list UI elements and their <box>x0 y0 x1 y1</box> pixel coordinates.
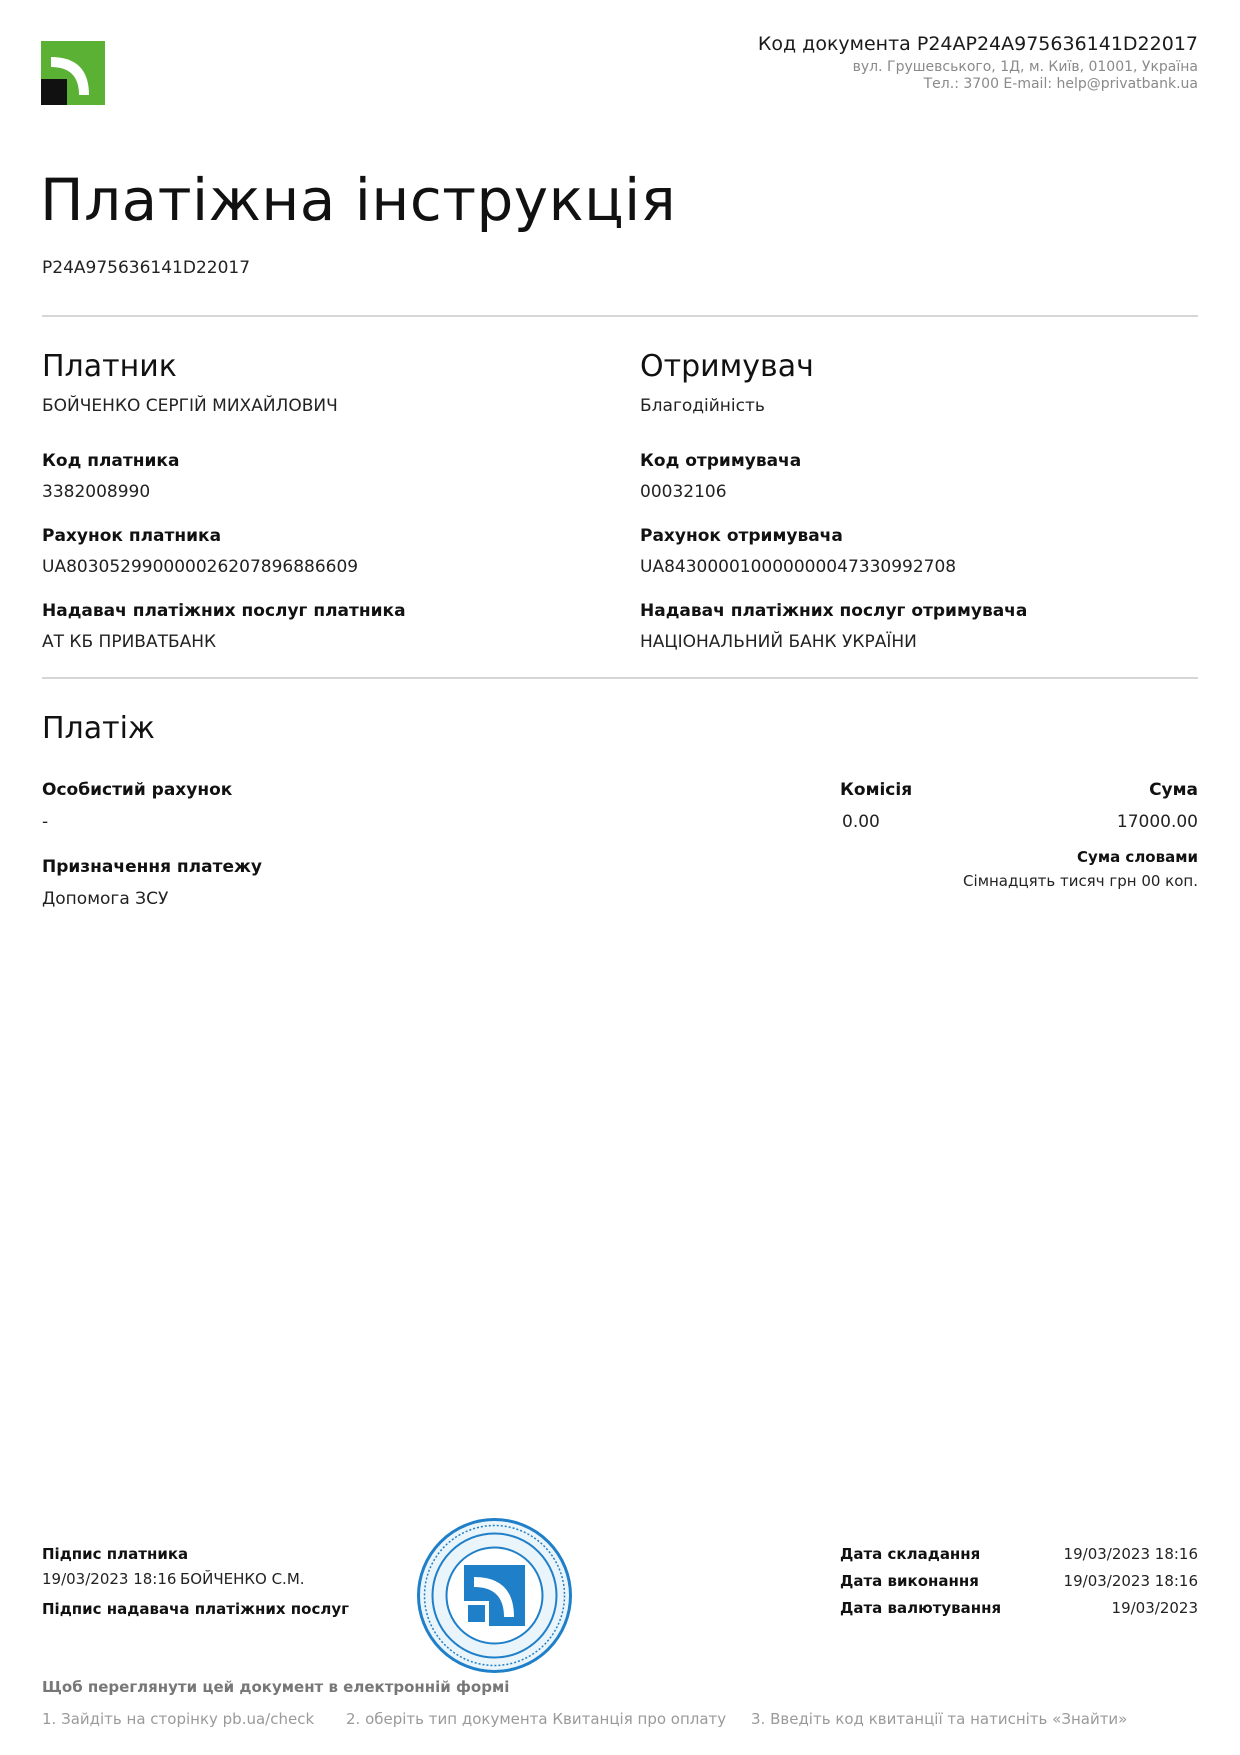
footer-step-1: 1. Зайдіть на сторінку pb.ua/check <box>42 1710 315 1728</box>
payer-account: UA803052990000026207896886609 <box>42 557 359 577</box>
date-value: 19/03/2023 <box>1111 1599 1198 1617</box>
page-title: Платіжна інструкція <box>40 166 677 234</box>
date-value: 19/03/2023 18:16 <box>1063 1572 1198 1590</box>
recipient-name: Благодійність <box>640 396 765 416</box>
footer-step-3: 3. Введіть код квитанції та натисніть «Знайти» <box>751 1710 1128 1728</box>
payer-sign-label: Підпис платника <box>42 1545 189 1563</box>
provider-sign-label: Підпис надавача платіжних послуг <box>42 1600 349 1618</box>
payer-sign-name: БОЙЧЕНКО С.М. <box>180 1570 305 1588</box>
recipient-account-label: Рахунок отримувача <box>640 526 843 546</box>
amount-label: Сума <box>1149 780 1198 800</box>
bank-seal-stamp-icon <box>416 1517 573 1674</box>
recipient-account: UA843000010000000047330992708 <box>640 557 957 577</box>
recipient-code: 00032106 <box>640 482 727 502</box>
amount-value: 17000.00 <box>1116 812 1198 832</box>
payer-account-label: Рахунок платника <box>42 526 222 546</box>
footer-heading: Щоб переглянути цей документ в електронній формі <box>42 1678 510 1696</box>
personal-account-value: - <box>42 812 49 832</box>
date-value: 19/03/2023 18:16 <box>1063 1545 1198 1563</box>
recipient-provider-label: Надавач платіжних послуг отримувача <box>640 601 1028 621</box>
commission-label: Комісія <box>840 780 913 800</box>
date-label: Дата складання <box>840 1545 981 1563</box>
payer-code: 3382008990 <box>42 482 151 502</box>
purpose-label: Призначення платежу <box>42 857 262 877</box>
amount-words-label: Сума словами <box>1077 848 1198 866</box>
payment-heading: Платіж <box>42 711 155 746</box>
recipient-provider: НАЦІОНАЛЬНИЙ БАНК УКРАЇНИ <box>640 632 917 652</box>
bank-contacts: Тел.: 3700 E-mail: help@privatbank.ua <box>923 76 1198 92</box>
payer-provider: АТ КБ ПРИВАТБАНК <box>42 632 217 652</box>
date-label: Дата валютування <box>840 1599 1002 1617</box>
personal-account-label: Особистий рахунок <box>42 780 233 800</box>
document-code-line: Код документа P24AP24A975636141D22017 <box>757 33 1198 55</box>
footer-step-2: 2. оберіть тип документа Квитанція про оплату <box>346 1710 727 1728</box>
document-id: P24A975636141D22017 <box>42 258 251 278</box>
payer-code-label: Код платника <box>42 451 180 471</box>
commission-value: 0.00 <box>842 812 880 832</box>
divider <box>42 677 1198 679</box>
recipient-code-label: Код отримувача <box>640 451 802 471</box>
amount-words-value: Сімнадцять тисяч грн 00 коп. <box>963 872 1198 890</box>
date-label: Дата виконання <box>840 1572 979 1590</box>
payer-provider-label: Надавач платіжних послуг платника <box>42 601 406 621</box>
purpose-value: Допомога ЗСУ <box>42 889 169 909</box>
privatbank-logo-icon <box>41 41 105 105</box>
bank-address: вул. Грушевського, 1Д, м. Київ, 01001, Україна <box>852 59 1198 75</box>
payer-sign-datetime: 19/03/2023 18:16 <box>42 1570 177 1588</box>
payer-heading: Платник <box>42 349 177 384</box>
payer-name: БОЙЧЕНКО СЕРГІЙ МИХАЙЛОВИЧ <box>42 396 338 416</box>
divider <box>42 315 1198 317</box>
recipient-heading: Отримувач <box>640 349 814 384</box>
